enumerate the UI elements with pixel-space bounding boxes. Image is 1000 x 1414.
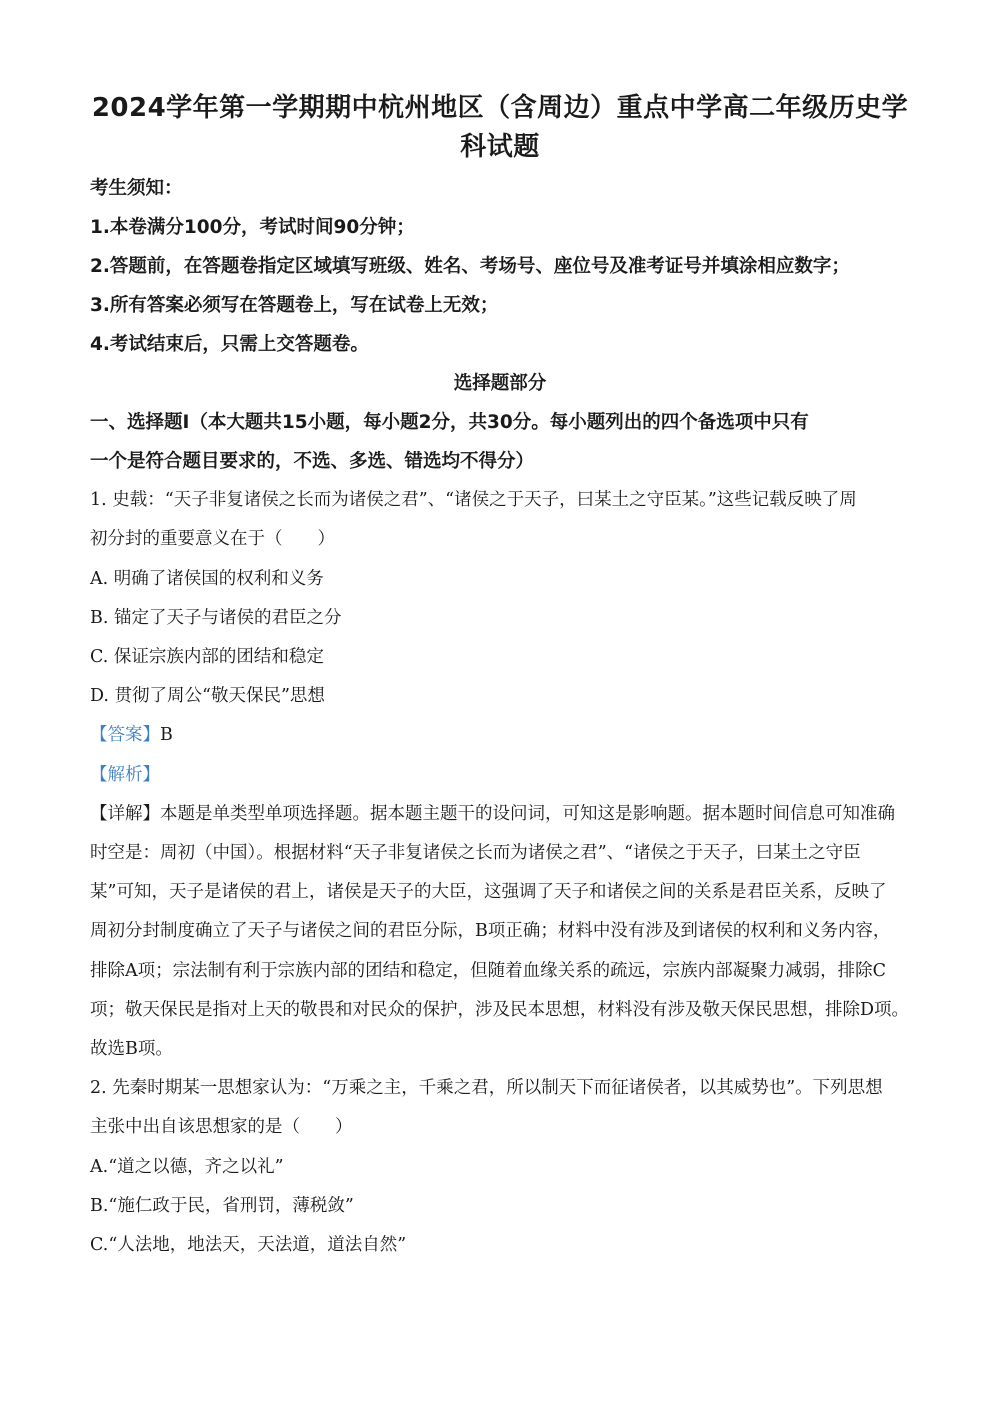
q1-detail-line6: 项；敬天保民是指对上天的敬畏和对民众的保护，涉及民本思想，材料没有涉及敬天保民思想，排除D项。 [90, 1000, 910, 1020]
q1-answer [90, 721, 173, 746]
notice-item-2: 2.答题前，在答题卷指定区域填写班级、姓名、考场号、座位号及准考证号并填涂相应数字； [90, 256, 850, 277]
q2-option-c: C.“人法地，地法天，天法道，道法自然” [90, 1235, 407, 1255]
notice-item-3: 3.所有答案必须写在答题卷上，写在试卷上无效； [90, 295, 499, 316]
section-heading-line2: 一个是符合题目要求的，不选、多选、错选均不得分） [90, 451, 535, 472]
q1-option-b: B. 锚定了天子与诸侯的君臣之分 [90, 608, 342, 628]
q1-detail-line2: 时空是：周初（中国）。根据材料“天子非复诸侯之长而为诸侯之君”、“诸侯之于天子，曰某土之守臣 [90, 843, 861, 863]
q1-detail-line7: 故选B项。 [90, 1039, 173, 1059]
notice-item-4: 4.考试结束后，只需上交答题卷。 [90, 334, 369, 355]
q1-option-a: A. 明确了诸侯国的权利和义务 [90, 569, 324, 589]
q1-stem-line2: 初分封的重要意义在于（ ） [90, 529, 335, 549]
notice-heading: 考生须知： [90, 178, 183, 199]
q2-option-b: B.“施仁政于民，省刑罚，薄税敛” [90, 1196, 354, 1216]
q2-stem-line1: 2. 先秦时期某一思想家认为：“万乘之主，千乘之君，所以制天下而征诸侯者，以其威势也”。下列思想 [90, 1078, 883, 1098]
q1-detail-line5: 排除A项；宗法制有利于宗族内部的团结和稳定，但随着血缘关系的疏远，宗族内部凝聚力减弱，排除C [90, 961, 887, 981]
notice-item-1: 1.本卷满分100分，考试时间90分钟； [90, 217, 415, 238]
answer-value: B [160, 725, 173, 745]
q1-detail-line1: 【详解】本题是单类型单项选择题。据本题主题干的设问词，可知这是影响题。据本题时间信息可知准确 [90, 804, 895, 824]
q2-stem-line2: 主张中出自该思想家的是（ ） [90, 1117, 353, 1137]
q1-option-c: C. 保证宗族内部的团结和稳定 [90, 647, 324, 667]
q1-option-d: D. 贯彻了周公“敬天保民”思想 [90, 686, 325, 706]
analysis-label: 【解析】 [90, 765, 160, 785]
answer-label: 【答案】 [90, 725, 160, 745]
q1-detail-line4: 周初分封制度确立了天子与诸侯之间的君臣分际，B项正确；材料中没有涉及到诸侯的权利和义务内容， [90, 921, 891, 941]
exam-title-line1: 2024学年第一学期期中杭州地区（含周边）重点中学高二年级历史学 [91, 93, 909, 123]
exam-title-line2: 科试题 [460, 132, 540, 162]
q1-stem-line1: 1. 史载：“天子非复诸侯之长而为诸侯之君”、“诸侯之于天子，曰某土之守臣某。”这些记载反映了周 [90, 490, 857, 510]
q1-detail-line3: 某”可知，天子是诸侯的君上，诸侯是天子的大臣，这强调了天子和诸侯之间的关系是君臣关系，反映了 [90, 882, 887, 902]
q2-option-a: A.“道之以德，齐之以礼” [90, 1157, 284, 1177]
section-heading-line1: 一、选择题Ⅰ（本大题共15小题，每小题2分，共30分。每小题列出的四个备选项中只有 [90, 412, 809, 433]
section-title: 选择题部分 [453, 373, 547, 394]
